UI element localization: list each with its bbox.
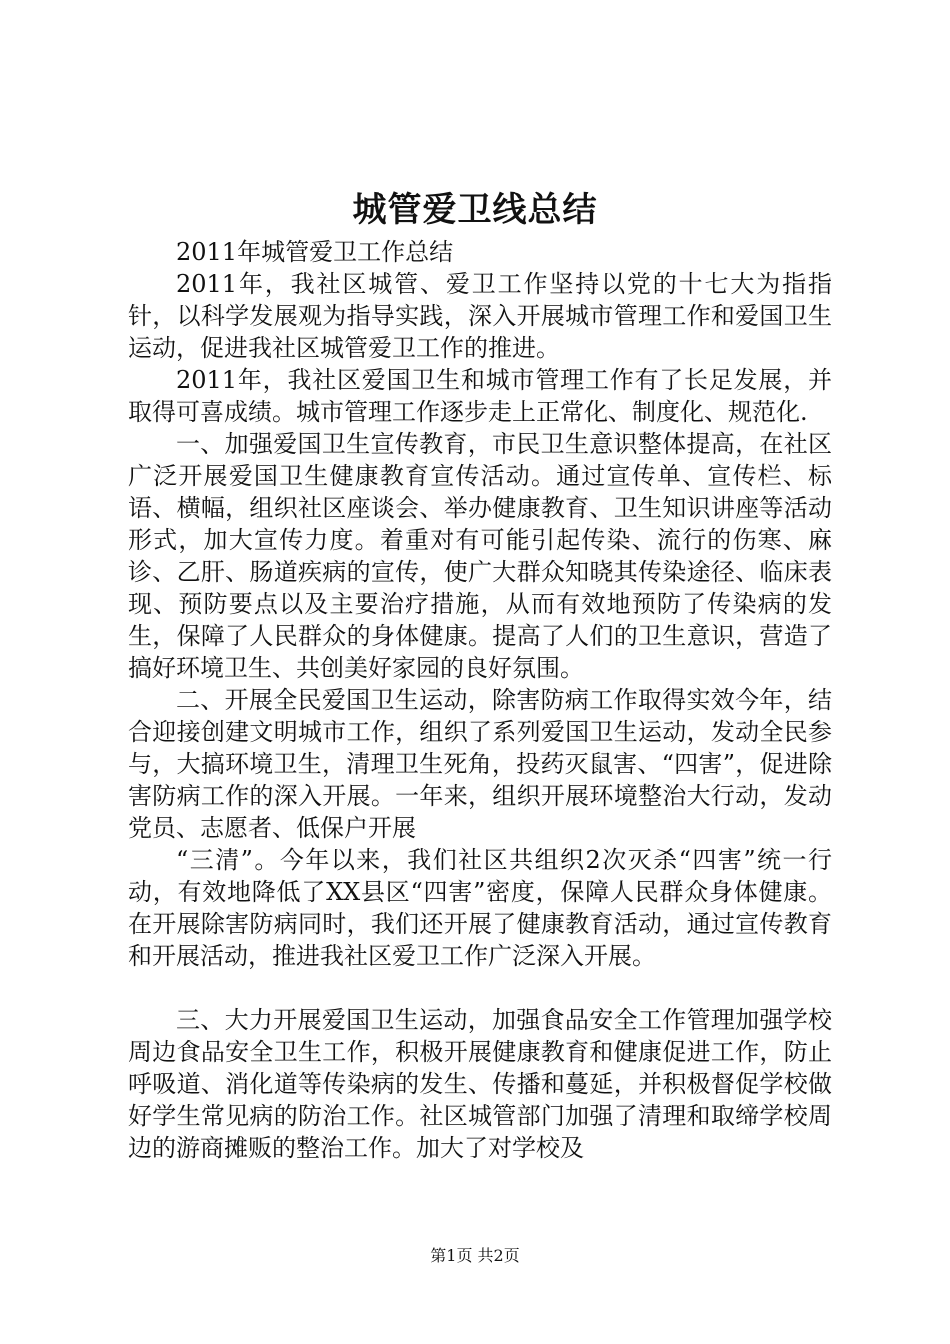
paragraph-subtitle: 2011年城管爱卫工作总结 bbox=[176, 238, 454, 266]
paragraph-section-one: 一、加强爱国卫生宣传教育，市民卫生意识整体提高，在社区广泛开展爱国卫生健康教育宣传活动。通过宣传单、宣传栏、标语、横幅，组织社区座谈会、举办健康教育、卫生知识讲座等活动形式，加大宣传力度。着重对有可能引起传染、流行的伤寒、麻诊、乙肝、肠道疾病的宣传，使广大群众知晓其传染途径、临床表现、预防要点以及主要治疗措施，从而有效地预防了传染病的发生，保障了人民群众的身体健康。提高了人们的卫生意识，营造了搞好环境卫生、共创美好家园的良好氛围。 bbox=[128, 430, 832, 682]
paragraph-section-two-continued: “三清”。今年以来，我们社区共组织2次灭杀“四害”统一行动，有效地降低了XX县区“四害”密度，保障人民群众身体健康。在开展除害防病同时，我们还开展了健康教育活动，通过宣传教育和开展活动，推进我社区爱卫工作广泛深入开展。 bbox=[128, 846, 832, 970]
paragraph-achievements: 2011年，我社区爱国卫生和城市管理工作有了长足发展，并取得可喜成绩。城市管理工作逐步走上正常化、制度化、规范化. bbox=[128, 366, 832, 426]
paragraph-section-two: 二、开展全民爱国卫生运动，除害防病工作取得实效今年，结合迎接创建文明城市工作，组织了系列爱国卫生运动，发动全民参与，大搞环境卫生，清理卫生死角，投药灭鼠害、“四害”，促进除害防病工作的深入开展。一年来，组织开展环境整治大行动，发动党员、志愿者、低保户开展 bbox=[128, 686, 832, 842]
page-number-footer: 第1页 共2页 bbox=[430, 1246, 520, 1265]
document-body bbox=[128, 236, 832, 1164]
paragraph-intro: 2011年，我社区城管、爱卫工作坚持以党的十七大为指指针，以科学发展观为指导实践，深入开展城市管理工作和爱国卫生运动，促进我社区城管爱卫工作的推进。 bbox=[128, 270, 832, 362]
document-title: 城管爱卫线总结 bbox=[352, 190, 598, 230]
paragraph-section-three: 三、大力开展爱国卫生运动，加强食品安全工作管理加强学校周边食品安全卫生工作，积极开展健康教育和健康促进工作，防止呼吸道、消化道等传染病的发生、传播和蔓延，并积极督促学校做好学生常见病的防治工作。社区城管部门加强了清理和取缔学校周边的游商摊贩的整治工作。加大了对学校及 bbox=[128, 1006, 832, 1162]
